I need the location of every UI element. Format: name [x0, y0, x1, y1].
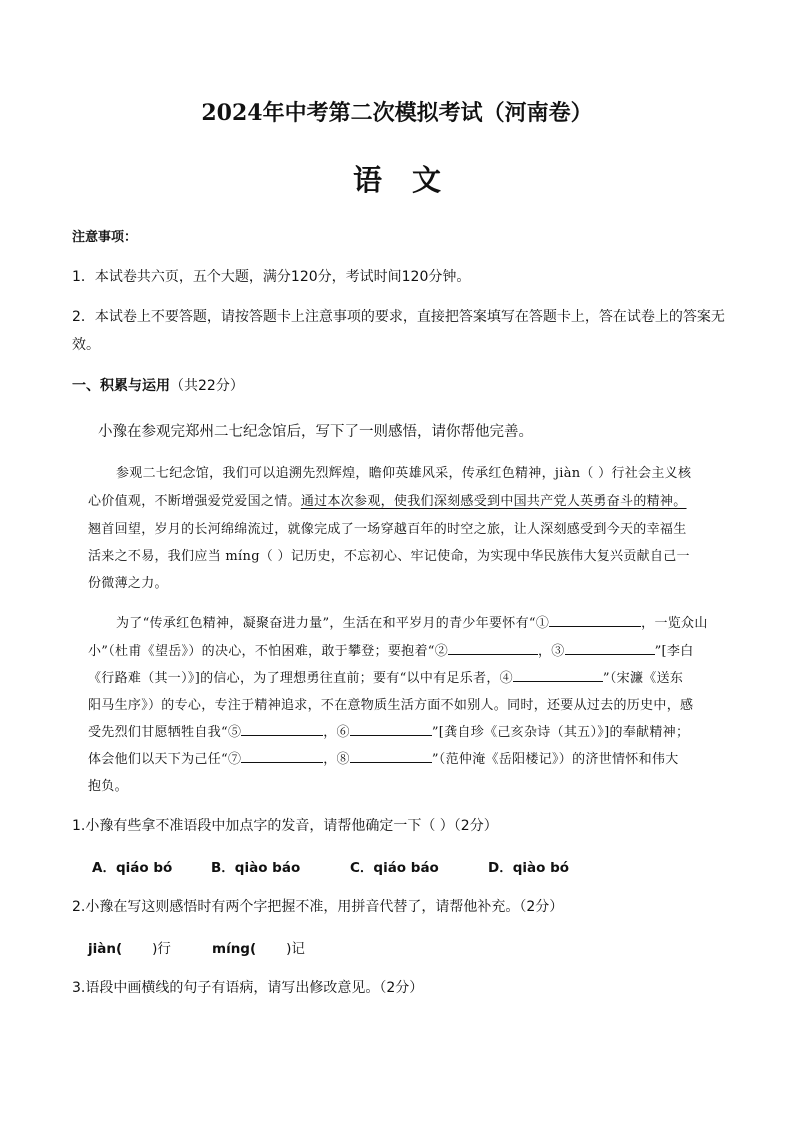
option-c[interactable]: C．qiáo báo: [350, 860, 439, 876]
note-item-2: 2．本试卷上不要答题，请按答题卡上注意事项的要求，直接把答案填写在答题卡上，答在试卷上的答案无: [72, 309, 725, 325]
passage2-text: 小”（杜甫《望岳》）的决心，不怕困难，敢于攀登；要抱着“②: [88, 644, 448, 659]
fill-jian[interactable]: [88, 937, 171, 957]
section-intro: 小豫在参观完郑州二七纪念馆后，写下了一则感悟，请你帮他完善。: [98, 424, 533, 440]
answer-blank-1[interactable]: [549, 614, 641, 627]
question-3: 3.语段中画横线的句子有语病，请写出修改意见。（2分）: [72, 980, 424, 996]
passage2-text: ”（范仲淹《岳阳楼记》）的济世情怀和伟大: [431, 752, 679, 767]
passage1-line4: 活来之不易，我们应当 míng（ ）记历史，不忘初心、牢记使命，为实现中华民族伟大复兴贡献自己一: [88, 549, 690, 564]
passage1-line1: 参观二七纪念馆，我们可以追溯先烈辉煌，瞻仰英雄风采，传承红色精神，jiàn（ ）行社会主义核: [116, 466, 692, 481]
passage2-text: ，⑧: [323, 752, 350, 767]
passage2-text: ”（宋濂《送东: [602, 671, 684, 686]
answer-blank-4[interactable]: [513, 669, 603, 682]
passage2-line5: [88, 721, 689, 740]
passage2-line2: [88, 640, 694, 659]
underlined-sentence: 通过本次参观，使我们深刻感受到中国共产党人英勇奋斗的精神。: [300, 494, 687, 509]
answer-blank-6[interactable]: [350, 723, 432, 736]
passage2-line7: 抱负。: [88, 779, 128, 794]
note-item-1: 1．本试卷共六页，五个大题，满分120分，考试时间120分钟。: [72, 269, 471, 285]
passage2-text: ，一览众山: [641, 616, 708, 631]
fill-pinyin: míng(: [212, 941, 257, 957]
section-title: 积累与运用: [100, 378, 170, 394]
passage2-text: ，⑥: [323, 725, 350, 740]
passage2-line4: 阳马生序》）的专心，专注于精神追求，不在意物质生活方面不如别人。同时，还要从过去的历史中，感: [88, 698, 694, 713]
passage1-line5: 份微薄之力。: [88, 576, 168, 591]
question-1: 1.小豫有些拿不准语段中加点字的发音，请帮他确定一下（ ）（2分）: [72, 818, 498, 834]
passage2-text: ”[李白: [654, 644, 694, 659]
fill-suffix: )记: [286, 941, 305, 957]
section-score: （共22分）: [170, 378, 244, 394]
passage2-text: 体会他们以天下为己任“⑦: [88, 752, 242, 767]
notes-heading: 注意事项：: [72, 230, 138, 245]
answer-blank-7[interactable]: [241, 750, 323, 763]
subject-title: 语文: [352, 163, 471, 197]
exam-title: 2024年中考第二次模拟考试（河南卷）: [201, 100, 593, 126]
answer-blank-5[interactable]: [241, 723, 323, 736]
fill-suffix: )行: [152, 941, 171, 957]
passage2-line6: [88, 748, 679, 767]
passage2-line3: [88, 667, 683, 686]
option-b[interactable]: B．qiào báo: [211, 860, 301, 876]
section-heading: [72, 375, 244, 395]
passage2-line1: [116, 612, 708, 631]
passage2-text: 受先烈们甘愿牺牲自我“⑤: [88, 725, 242, 740]
section-number: 一、: [72, 378, 100, 394]
passage2-text: ，③: [538, 644, 565, 659]
answer-blank-8[interactable]: [350, 750, 432, 763]
note-item-2-cont: 效。: [72, 337, 100, 353]
option-a[interactable]: A．qiáo bó: [92, 860, 173, 876]
passage2-text: 为了“传承红色精神，凝聚奋进力量”，生活在和平岁月的青少年要怀有“①: [116, 616, 550, 631]
answer-blank-3[interactable]: [565, 642, 655, 655]
passage1-line2-plain: 心价值观，不断增强爱党爱国之情。: [88, 494, 301, 509]
passage1-line2: [88, 490, 687, 509]
option-d[interactable]: D．qiào bó: [488, 860, 570, 876]
passage2-text: 《行路难（其一）》]的信心，为了理想勇往直前；要有“以中有足乐者，④: [88, 671, 513, 686]
fill-ming[interactable]: [212, 937, 305, 957]
passage2-text: ”[龚自珍《己亥杂诗（其五）》]的奉献精神；: [431, 725, 690, 740]
passage1-line3: 翘首回望，岁月的长河绵绵流过，就像完成了一场穿越百年的时空之旅，让人深刻感受到今天的幸福生: [88, 522, 687, 537]
answer-blank-2[interactable]: [448, 642, 538, 655]
fill-pinyin: jiàn(: [88, 941, 123, 957]
question-2: 2.小豫在写这则感悟时有两个字把握不准，用拼音代替了，请帮他补充。（2分）: [72, 899, 564, 915]
